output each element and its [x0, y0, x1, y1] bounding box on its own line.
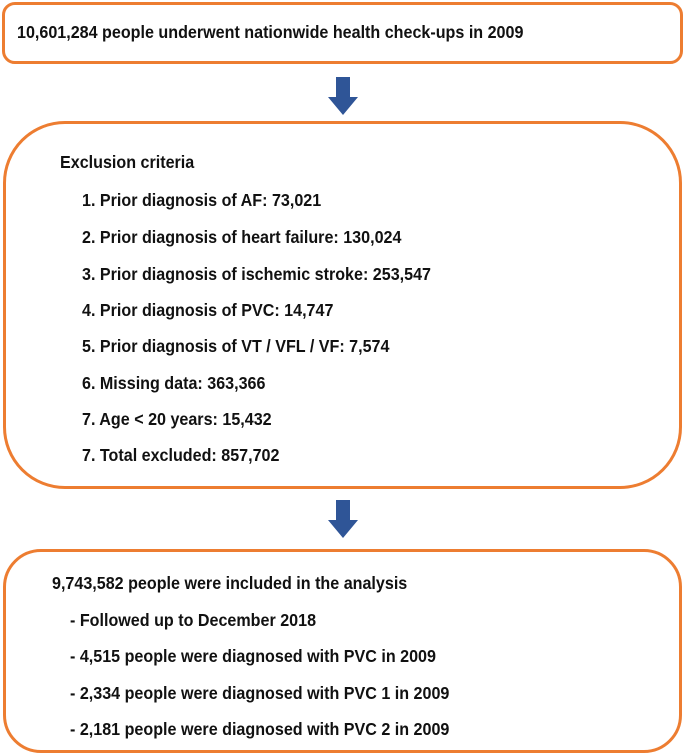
included-heading: 9,743,582 people were included in the analysis: [52, 573, 408, 593]
exclusion-item: 1. Prior diagnosis of AF: 73,021: [82, 190, 322, 210]
down-arrow-icon: [328, 500, 358, 538]
cohort-source-text: 10,601,284 people underwent nationwide health check-ups in 2009: [17, 22, 524, 42]
down-arrow-icon: [328, 77, 358, 115]
exclusion-item: 7. Age < 20 years: 15,432: [82, 409, 272, 429]
exclusion-item: 4. Prior diagnosis of PVC: 14,747: [82, 300, 334, 320]
exclusion-heading: Exclusion criteria: [60, 152, 195, 172]
exclusion-item: 3. Prior diagnosis of ischemic stroke: 253,547: [82, 264, 431, 284]
exclusion-item: 2. Prior diagnosis of heart failure: 130,024: [82, 227, 402, 247]
included-item: - Followed up to December 2018: [70, 610, 317, 630]
included-item: - 4,515 people were diagnosed with PVC in 2009: [70, 646, 436, 666]
exclusion-item: 6. Missing data: 363,366: [82, 373, 266, 393]
exclusion-total: 7. Total excluded: 857,702: [82, 445, 280, 465]
exclusion-item: 5. Prior diagnosis of VT / VFL / VF: 7,574: [82, 336, 390, 356]
included-item: - 2,334 people were diagnosed with PVC 1 in 2009: [70, 683, 450, 703]
included-item: - 2,181 people were diagnosed with PVC 2 in 2009: [70, 719, 450, 739]
